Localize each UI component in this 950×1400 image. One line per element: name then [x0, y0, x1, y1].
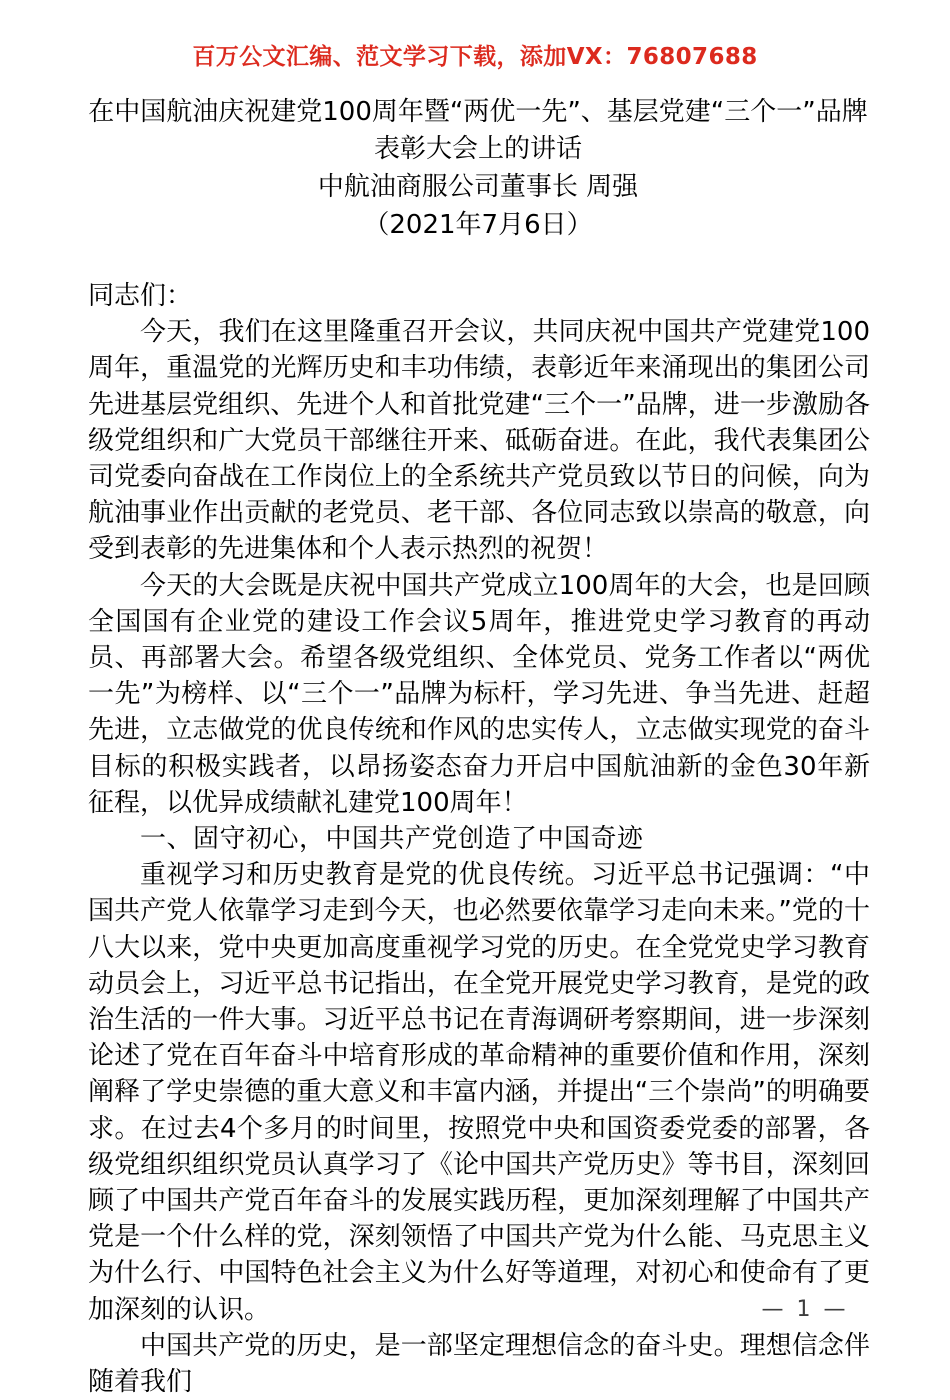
title-block	[88, 94, 868, 244]
document-body	[88, 278, 870, 1400]
body-paragraph: 今天的大会既是庆祝中国共产党成立100周年的大会，也是回顾全国国有企业党的建设工作会议5周年，推进党史学习教育的再动员、再部署大会。希望各级党组织、全体党员、党务工作者以“两优一先”为榜样、以“三个一”品牌为标杆，学习先进、争当先进、赶超先进，立志做党的优良传统和作风的忠实传人，立志做实现党的奋斗目标的积极实践者，以昂扬姿态奋力开启中国航油新的金色30年新征程，以优异成绩献礼建党100周年！	[88, 570, 870, 818]
promo-header-text: 百万公文汇编、范文学习下载，添加VX：76807688	[192, 44, 758, 70]
page-footer	[0, 1297, 950, 1322]
document-title: 在中国航油庆祝建党100周年暨“两优一先”、基层党建“三个一”品牌表彰大会上的讲话	[88, 97, 868, 164]
document-byline: 中航油商服公司董事长 周强	[317, 172, 639, 202]
salutation: 同志们：	[88, 281, 193, 311]
body-paragraph: 中国共产党的历史，是一部坚定理想信念的奋斗史。理想信念伴随着我们	[88, 1330, 870, 1398]
section-heading: 一、固守初心，中国共产党创造了中国奇迹	[140, 824, 644, 855]
body-paragraph: 重视学习和历史教育是党的优良传统。习近平总书记强调：“中国共产党人依靠学习走到今天，也必然要依靠学习走向未来。”党的十八大以来，党中央更加高度重视学习党的历史。在全党党史学习教育动员会上，习近平总书记指出，在全党开展党史学习教育，是党的政治生活的一件大事。习近平总书记在青海调研考察期间，进一步深刻论述了党在百年奋斗中培育形成的革命精神的重要价值和作用，深刻阐释了学史崇德的重大意义和丰富内涵，并提出“三个崇尚”的明确要求。在过去4个多月的时间里，按照党中央和国资委党委的部署，各级党组织组织党员认真学习了《论中国共产党历史》等书目，深刻回顾了中国共产党百年奋斗的发展实践历程，更加深刻理解了中国共产党是一个什么样的党，深刻领悟了中国共产党为什么能、马克思主义为什么行、中国特色社会主义为什么好等道理，对初心和使命有了更加深刻的认识。	[88, 860, 870, 1325]
body-paragraph: 今天，我们在这里隆重召开会议，共同庆祝中国共产党建党100周年，重温党的光辉历史和丰功伟绩，表彰近年来涌现出的集团公司先进基层党组织、先进个人和首批党建“三个一”品牌，进一步激励各级党组织和广大党员干部继往开来、砥砺奋进。在此，我代表集团公司党委向奋战在工作岗位上的全系统共产党员致以节日的问候，向为航油事业作出贡献的老党员、老干部、各位同志致以崇高的敬意，向受到表彰的先进集体和个人表示热烈的祝贺！	[88, 317, 870, 565]
page-number: — 1 —	[761, 1297, 849, 1322]
document-date: （2021年7月6日）	[363, 210, 593, 240]
